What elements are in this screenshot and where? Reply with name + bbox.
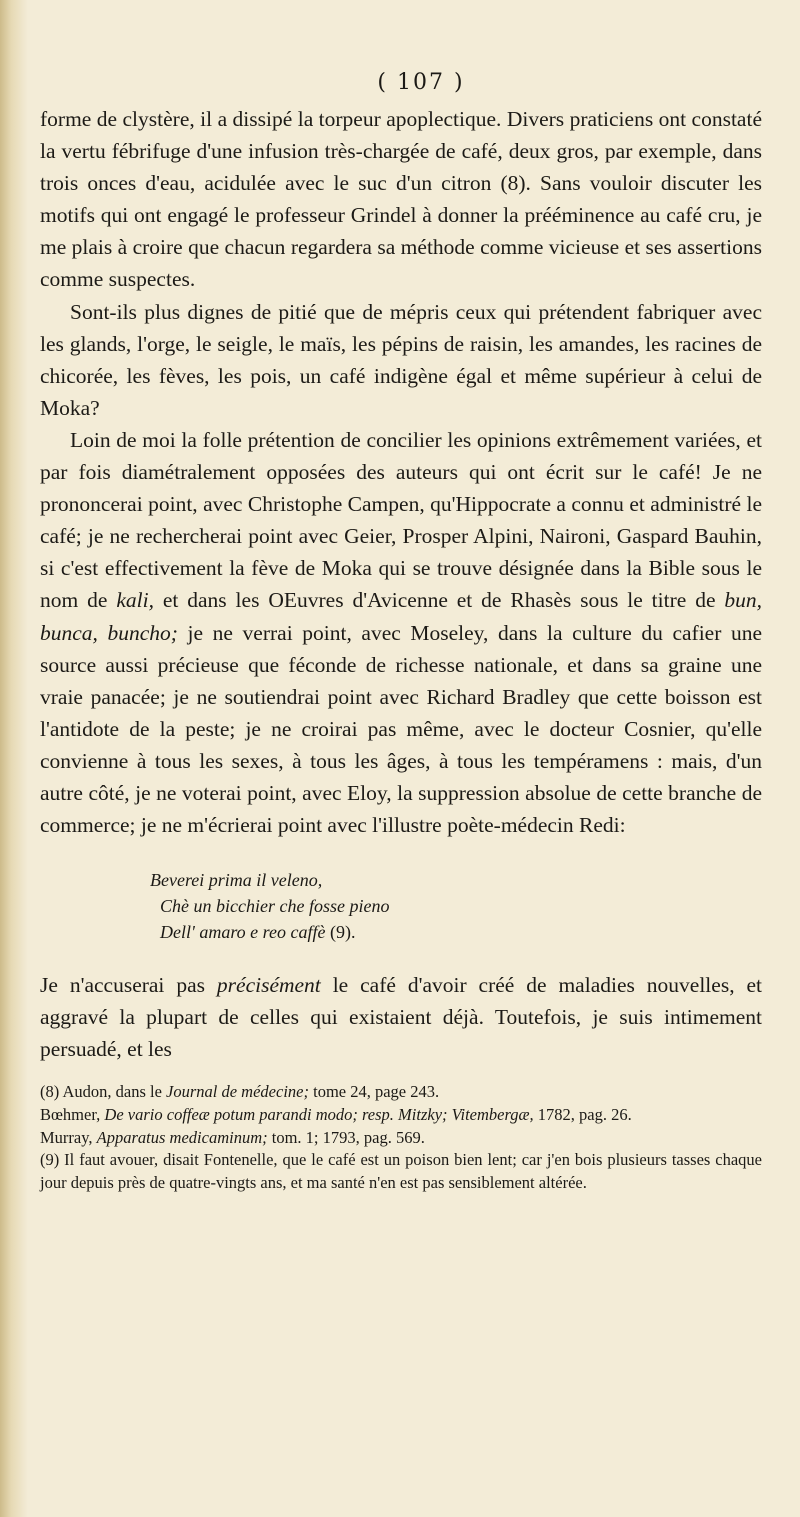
- footnote-8-audon: [40, 1081, 762, 1104]
- poem-footnote-ref: (9).: [329, 922, 356, 943]
- paragraph-2: Sont-ils plus dignes de pitié que de mépris ceux qui prétendent fabriquer avec les glands, l'orge, le seigle, le maïs, les pépins de raisin, les amandes, les racines de chicorée, les fèves, les pois, un café indigène égal et même supérieur à celui de Moka?: [40, 299, 762, 420]
- page-number: ( 107 ): [377, 70, 465, 95]
- poem-line-3: [150, 919, 762, 945]
- poem-quote: [150, 867, 762, 945]
- paragraph-3: [40, 424, 762, 841]
- paragraph-3-part-2: et dans les OEuvres d'Avicenne et de Rhasès sous le titre de: [153, 588, 725, 613]
- paragraph-4-block: [40, 969, 762, 1065]
- footnote-8-murray-ref: tom. 1; 1793, pag. 569.: [267, 1127, 425, 1147]
- poem-line-3-text: Dell' amaro e reo caffè: [160, 922, 326, 943]
- footnote-8-boehmer-ref: 1782, pag. 26.: [533, 1105, 632, 1125]
- footnote-8-boehmer-title: De vario coffeæ potum parandi modo; resp. Mitzky; Vitembergæ,: [104, 1105, 534, 1125]
- poem-line-1: Beverei prima il veleno,: [150, 870, 323, 891]
- footnote-9: (9) Il faut avouer, disait Fontenelle, que le café est un poison bien lent; car j'en bois plusieurs tasses chaque jour depuis près de quatre-vingts ans, et ma santé n'en est pas sensiblement altérée.: [40, 1150, 762, 1192]
- footnote-8-audon-title: Journal de médecine;: [166, 1082, 309, 1102]
- footnote-8-audon-author: (8) Audon, dans le: [40, 1082, 167, 1102]
- paragraph-4-part-1: Je n'accuserai pas: [40, 973, 217, 998]
- footnote-8-murray: [40, 1127, 762, 1150]
- page-binding-edge: [0, 0, 28, 1517]
- paragraph-3-part-1: Loin de moi la folle prétention de concilier les opinions extrêmement variées, et par fois diamétralement opposées des auteurs qui ont écrit sur le café! Je ne prononcerai point, avec Christophe Campen, qu'Hippocrate a connu et administré le café; je ne rechercherai point avec Geier, Prosper Alpini, Naironi, Gaspard Bauhin, si c'est effectivement la fève de Moka qui se trouve désignée dans la Bible sous le nom de: [40, 427, 762, 613]
- footnote-8-boehmer-author: Bœhmer,: [40, 1105, 105, 1125]
- main-text: [40, 103, 762, 841]
- paragraph-3-kali: kali,: [116, 588, 154, 613]
- book-page: [40, 70, 762, 1194]
- footnotes: [40, 1081, 762, 1194]
- paragraph-1: forme de clystère, il a dissipé la torpeur apoplectique. Divers praticiens ont constaté la vertu fébrifuge d'une infusion très-chargée de café, deux gros, par exemple, dans trois onces d'eau, acidulée avec le suc d'un citron (8). Sans vouloir discuter les motifs qui ont engagé le professeur Grindel à donner la prééminence au café cru, je me plais à croire que chacun regardera sa méthode comme vicieuse et ses assertions comme suspectes.: [40, 107, 762, 292]
- footnote-8-murray-title: Apparatus medicaminum;: [96, 1127, 268, 1147]
- paragraph-3-part-3: je ne verrai point, avec Moseley, dans la culture du cafier une source aussi précieuse que féconde de richesse nationale, et dans sa graine une vraie panacée; je ne soutiendrai point avec Richard Bradley que cette boisson est l'antidote de la peste; je ne croirai pas même, avec le docteur Cosnier, qu'elle convienne à tous les sexes, à tous les âges, à tous les tempéramens : mais, d'un autre côté, je ne voterai point, avec Eloy, la suppression absolue de cette branche de commerce; je ne m'écrierai point avec l'illustre poète-médecin Redi:: [40, 620, 762, 838]
- footnote-8-audon-ref: tome 24, page 243.: [308, 1082, 440, 1102]
- paragraph-3-bun: bun, bunca, buncho;: [40, 588, 763, 645]
- poem-line-2: Chè un bicchier che fosse pieno: [160, 896, 390, 917]
- footnote-8-boehmer: [40, 1104, 762, 1127]
- footnote-8-murray-author: Murray,: [40, 1127, 97, 1147]
- paragraph-4: [40, 969, 762, 1065]
- paragraph-4-part-2: le café d'avoir créé de maladies nouvelles, et aggravé la plupart de celles qui existaient déjà. Toutefois, je suis intimement persuadé, et les: [40, 973, 762, 1062]
- paragraph-4-emphasis: précisément: [216, 973, 321, 998]
